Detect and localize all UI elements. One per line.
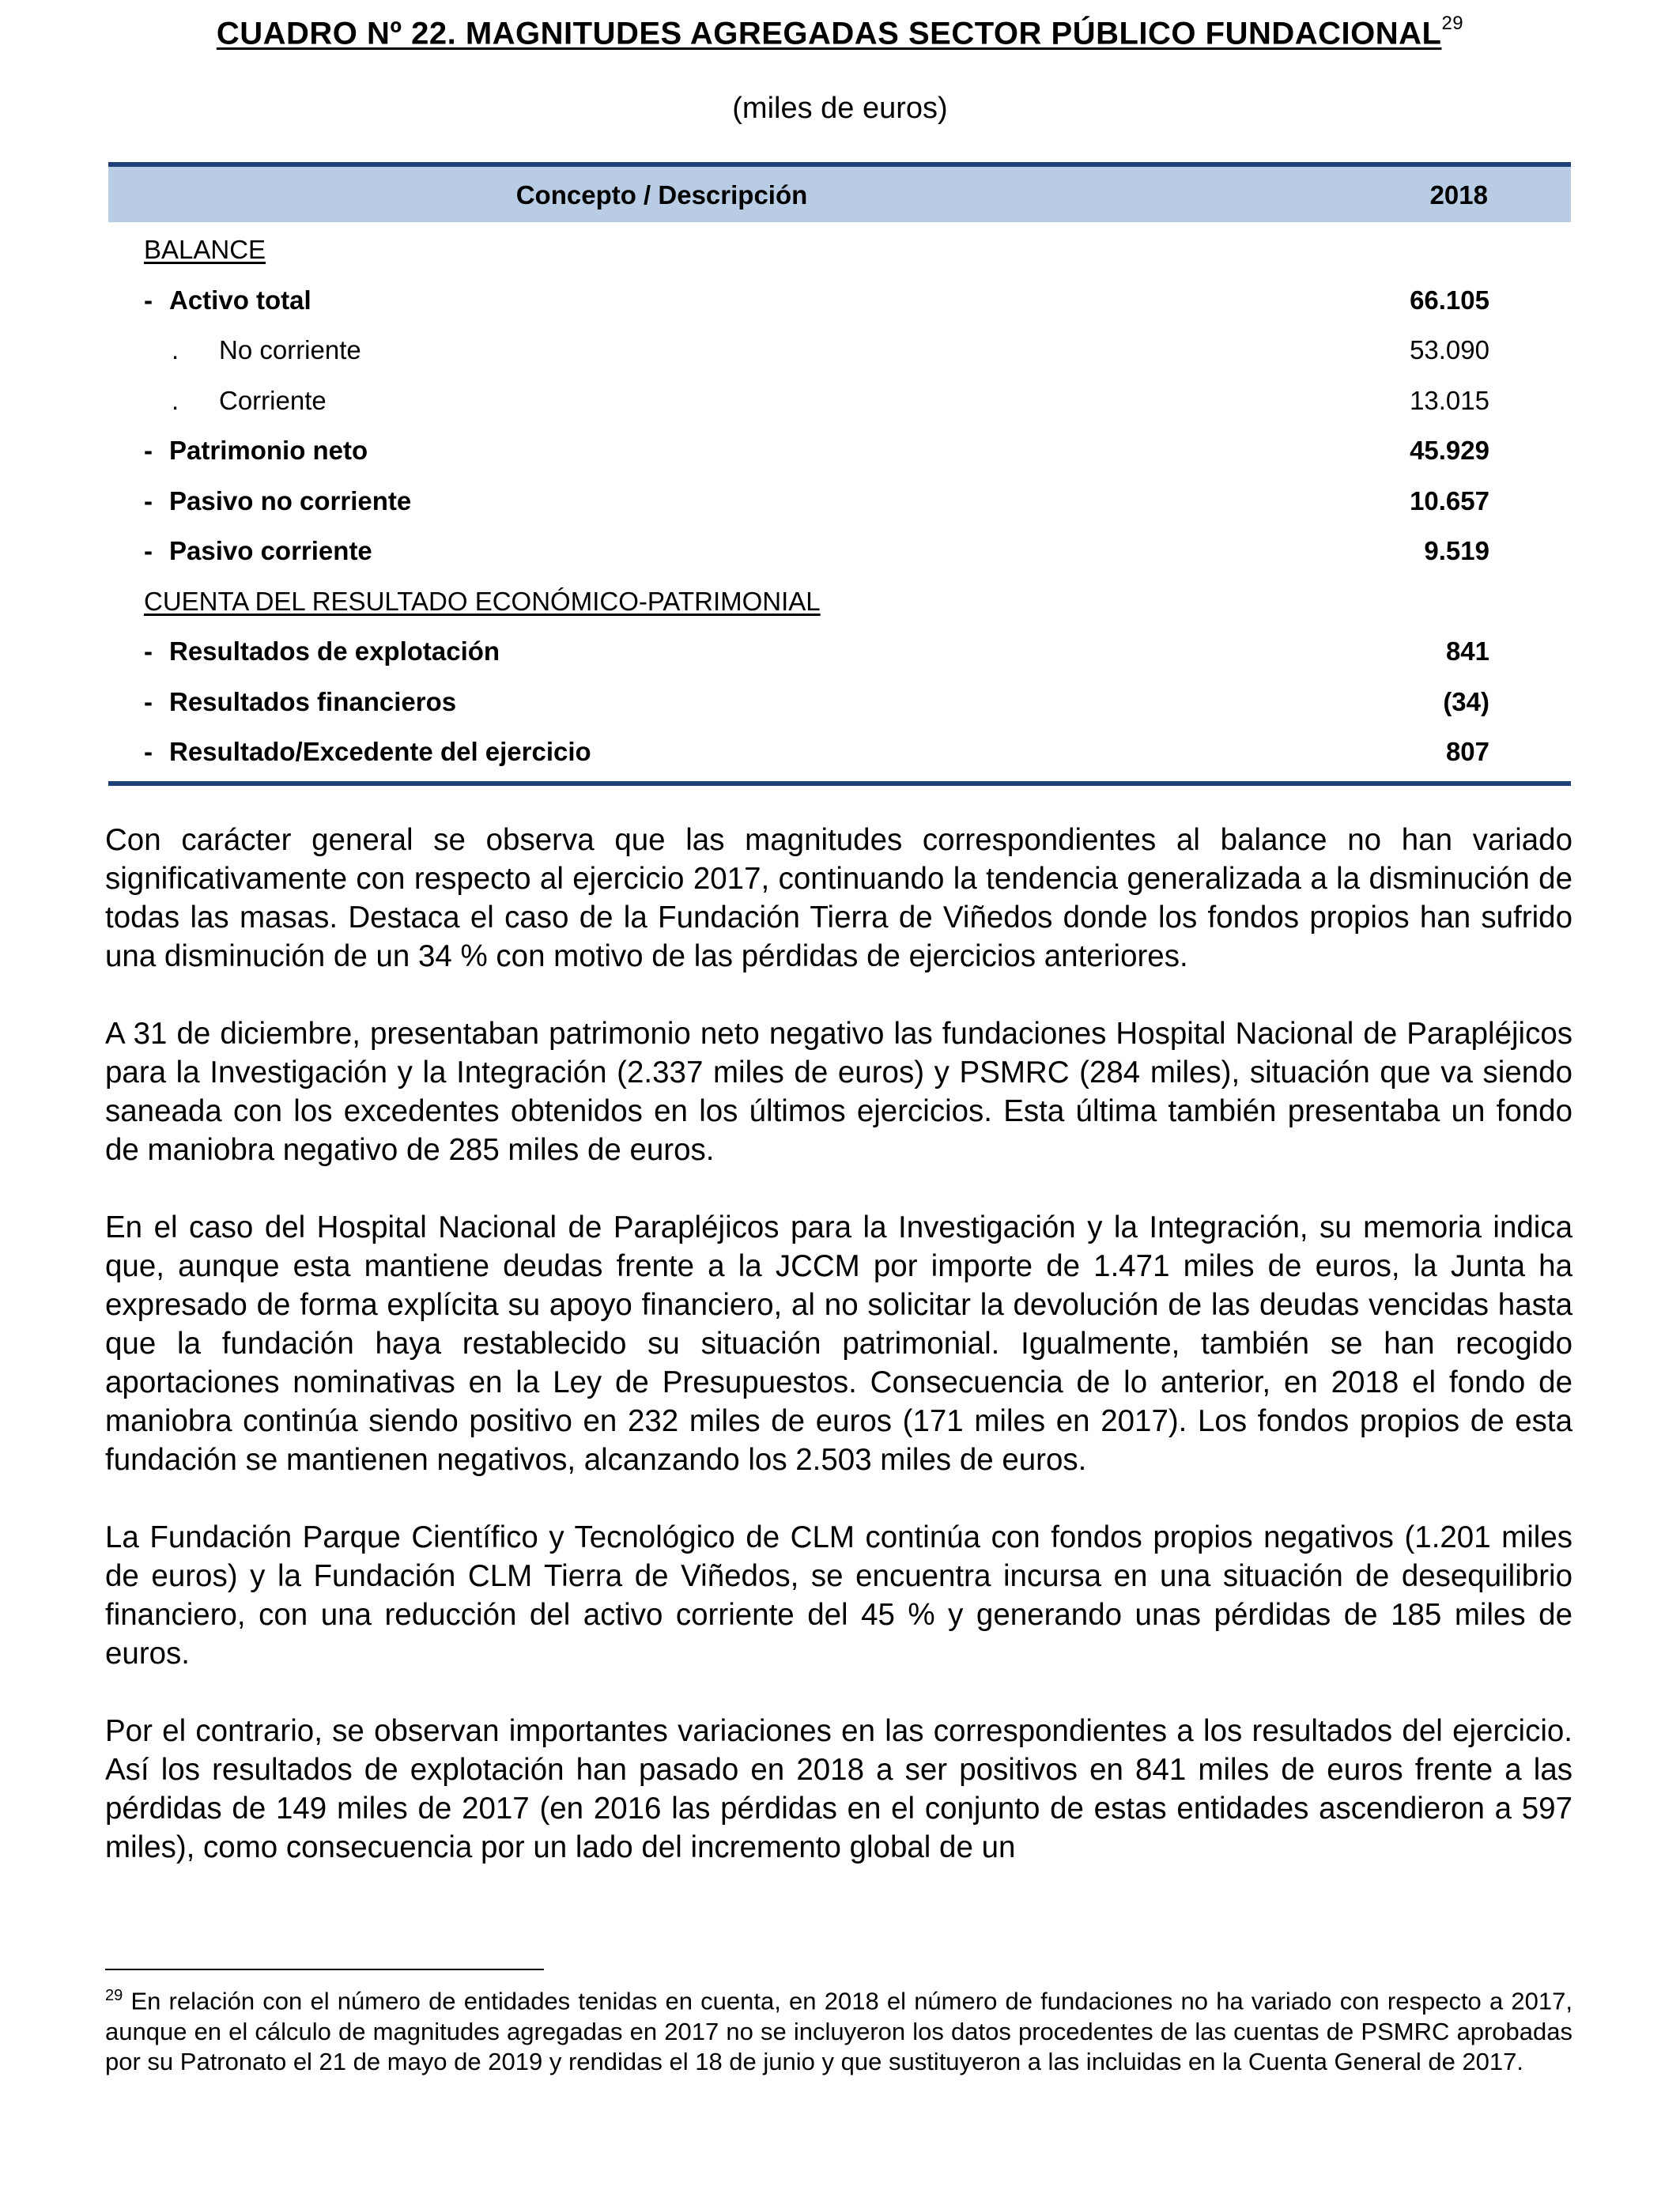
row-value: 10.657 xyxy=(1410,485,1489,515)
row-label-text: No corriente xyxy=(219,335,361,364)
row-label xyxy=(172,335,361,365)
row-label xyxy=(144,285,311,315)
row-label xyxy=(144,436,368,466)
row-label xyxy=(144,587,821,617)
row-label-text: Patrimonio neto xyxy=(169,436,368,465)
header-year: 2018 xyxy=(1429,180,1488,210)
row-value: 53.090 xyxy=(1410,335,1489,364)
table-row xyxy=(108,724,1571,775)
row-prefix: - xyxy=(144,485,153,515)
row-value: 841 xyxy=(1445,636,1489,666)
units-subtitle: (miles de euros) xyxy=(732,92,948,125)
row-label-text: Pasivo no corriente xyxy=(169,485,412,515)
body-text xyxy=(105,821,1572,1905)
footnote xyxy=(105,1981,1572,2078)
row-label xyxy=(144,235,266,265)
row-label xyxy=(144,636,500,667)
row-label-text: Resultados de explotación xyxy=(169,636,500,666)
row-label-text: Activo total xyxy=(169,285,311,315)
row-prefix: . xyxy=(172,335,179,364)
table-row xyxy=(108,674,1571,725)
row-value: 807 xyxy=(1445,737,1489,766)
table-section-row xyxy=(108,222,1571,273)
aggregates-table xyxy=(108,162,1571,786)
table-row xyxy=(108,323,1571,373)
footnote-number: 29 xyxy=(105,1987,123,2004)
row-label-text: Resultado/Excedente del ejercicio xyxy=(169,737,591,766)
page-title xyxy=(0,13,1680,51)
paragraph-3: En el caso del Hospital Nacional de Parapléjicos para la Investigación y la Integración, su memoria indica que, aunque esta mantiene deudas frente a la JCCM por importe de 1.471 miles de euros, la Junta ha expresado de forma explícita su apoyo financiero, al no solicitar la devolución de las deudas vencidas hasta que la fundación haya restablecido su situación patrimonial. Igualmente, también se han recogido aportaciones nominativas en la Ley de Presupuestos. Consecuencia de lo anterior, en 2018 el fondo de maniobra continúa siendo positivo en 232 miles de euros (171 miles en 2017). Los fondos propios de esta fundación se mantienen negativos, alcanzando los 2.503 miles de euros. xyxy=(105,1210,1572,1477)
table-section-row xyxy=(108,574,1571,625)
row-value: 66.105 xyxy=(1410,285,1489,315)
table-row xyxy=(108,273,1571,323)
table-header xyxy=(108,162,1571,222)
paragraph-2: A 31 de diciembre, presentaban patrimonio neto negativo las fundaciones Hospital Nacional de Parapléjicos para la Investigación y la Integración (2.337 miles de euros) y PSMRC (284 miles), situación que va siendo saneada con los excedentes obtenidos en los últimos ejercicios. Esta última también presentaba un fondo de maniobra negativo de 285 miles de euros. xyxy=(105,1017,1572,1167)
footnote-text: En relación con el número de entidades tenidas en cuenta, en 2018 el número de fundaciones no ha variado con respecto a 2017, aunque en el cálculo de magnitudes agregadas en 2017 no se incluyeron los datos procedentes de las cuentas de PSMRC aprobadas por su Patronato el 21 de mayo de 2019 y rendidas el 18 de junio y que sustituyeron a las incluidas en la Cuenta General de 2017. xyxy=(105,1987,1572,2076)
table-row xyxy=(108,423,1571,474)
row-label-text: Resultados financieros xyxy=(169,686,457,716)
paragraph-4: La Fundación Parque Científico y Tecnológico de CLM continúa con fondos propios negativos (1.201 miles de euros) y la Fundación CLM Tierra de Viñedos, se encuentra incursa en una situación de desequilibrio financiero, con una reducción del activo corriente del 45 % y generando unas pérdidas de 185 miles de euros. xyxy=(105,1520,1572,1671)
table-bottom-rule xyxy=(108,781,1571,786)
paragraph-5: Por el contrario, se observan importantes variaciones en las correspondientes a los resultados del ejercicio. Así los resultados de explotación han pasado en 2018 a ser positivos en 841 miles de euros frente a las pérdidas de 149 miles de 2017 (en 2016 las pérdidas en el conjunto de estas entidades ascendieron a 597 miles), como consecuencia por un lado del incremento global de un xyxy=(105,1714,1572,1864)
row-label-text: BALANCE xyxy=(144,235,266,264)
row-prefix: - xyxy=(144,636,153,666)
row-label xyxy=(172,386,327,416)
row-prefix: - xyxy=(144,737,153,766)
row-prefix: - xyxy=(144,285,153,315)
row-label xyxy=(144,737,591,767)
row-prefix: - xyxy=(144,536,153,565)
row-value: 9.519 xyxy=(1424,536,1489,565)
row-label xyxy=(144,687,456,717)
row-value: 13.015 xyxy=(1410,385,1489,415)
row-label xyxy=(144,536,372,566)
title-text: CUADRO Nº 22. MAGNITUDES AGREGADAS SECTOR PÚBLICO FUNDACIONAL xyxy=(216,16,1442,51)
row-label-text: CUENTA DEL RESULTADO ECONÓMICO-PATRIMONIAL xyxy=(144,586,821,616)
row-label-text: Corriente xyxy=(219,385,327,415)
table-row xyxy=(108,373,1571,424)
footnote-separator xyxy=(105,1969,544,1970)
row-label xyxy=(144,486,411,516)
row-prefix: - xyxy=(144,686,153,716)
table-row xyxy=(108,474,1571,524)
row-prefix: . xyxy=(172,385,179,415)
header-concept: Concepto / Descripción xyxy=(515,180,808,210)
table-row xyxy=(108,523,1571,574)
row-label-text: Pasivo corriente xyxy=(169,536,372,565)
table-row xyxy=(108,624,1571,674)
paragraph-1: Con carácter general se observa que las magnitudes correspondientes al balance no han variado significativamente con respecto al ejercicio 2017, continuando la tendencia generalizada a la disminución de todas las masas. Destaca el caso de la Fundación Tierra de Viñedos donde los fondos propios han sufrido una disminución de un 34 % con motivo de las pérdidas de ejercicios anteriores. xyxy=(105,823,1572,973)
row-prefix: - xyxy=(144,436,153,465)
title-footnote-ref[interactable]: 29 xyxy=(1441,13,1464,34)
table-body xyxy=(108,222,1571,775)
row-value: 45.929 xyxy=(1410,436,1489,465)
row-value: (34) xyxy=(1443,686,1489,716)
